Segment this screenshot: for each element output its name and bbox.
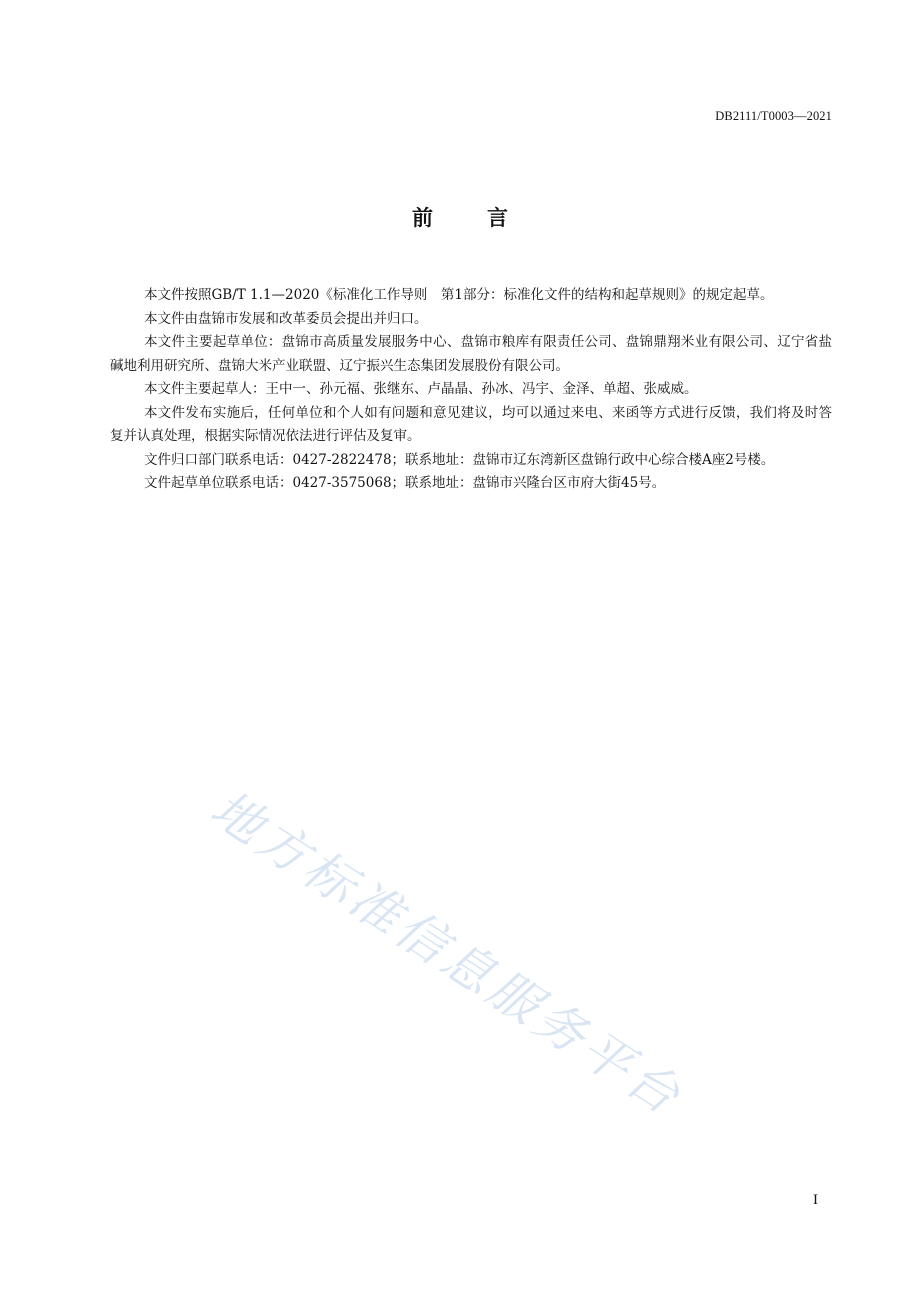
watermark: 地方标准信息服务平台 <box>200 779 694 1128</box>
paragraph-feedback: 本文件发布实施后，任何单位和个人如有问题和意见建议，均可以通过来电、来函等方式进行反馈，我们将及时答复并认真处理，根据实际情况依法进行评估及复审。 <box>110 404 832 444</box>
paragraph-drafters: 本文件主要起草人：王中一、孙元福、张继东、卢晶晶、孙冰、冯宇、金泽、单超、张威威。 <box>144 381 698 397</box>
paragraph-drafting-basis: 本文件按照GB/T 1.1—2020《标准化工作导则 第1部分：标准化文件的结构和起草规则》的规定起草。 <box>144 287 774 303</box>
paragraph-competent-contact: 文件归口部门联系电话：0427-2822478；联系地址：盘锦市辽东湾新区盘锦行政中心综合楼A座2号楼。 <box>144 451 775 468</box>
page-title: 前言 <box>412 206 562 230</box>
paragraph-proposer: 本文件由盘锦市发展和改革委员会提出并归口。 <box>144 310 428 327</box>
paragraph-drafting-units: 本文件主要起草单位：盘锦市高质量发展服务中心、盘锦市粮库有限责任公司、盘锦鼎翔米业有限公司、辽宁省盐碱地利用研究所、盘锦大米产业联盟、辽宁振兴生态集团发展股份有限公司。 <box>110 334 832 374</box>
document-body <box>110 284 832 496</box>
document-code: DB2111/T0003—2021 <box>715 109 832 123</box>
page-number: I <box>813 1192 818 1208</box>
paragraph-drafter-contact: 文件起草单位联系电话：0427-3575068；联系地址：盘锦市兴隆台区市府大街45号。 <box>144 475 666 491</box>
